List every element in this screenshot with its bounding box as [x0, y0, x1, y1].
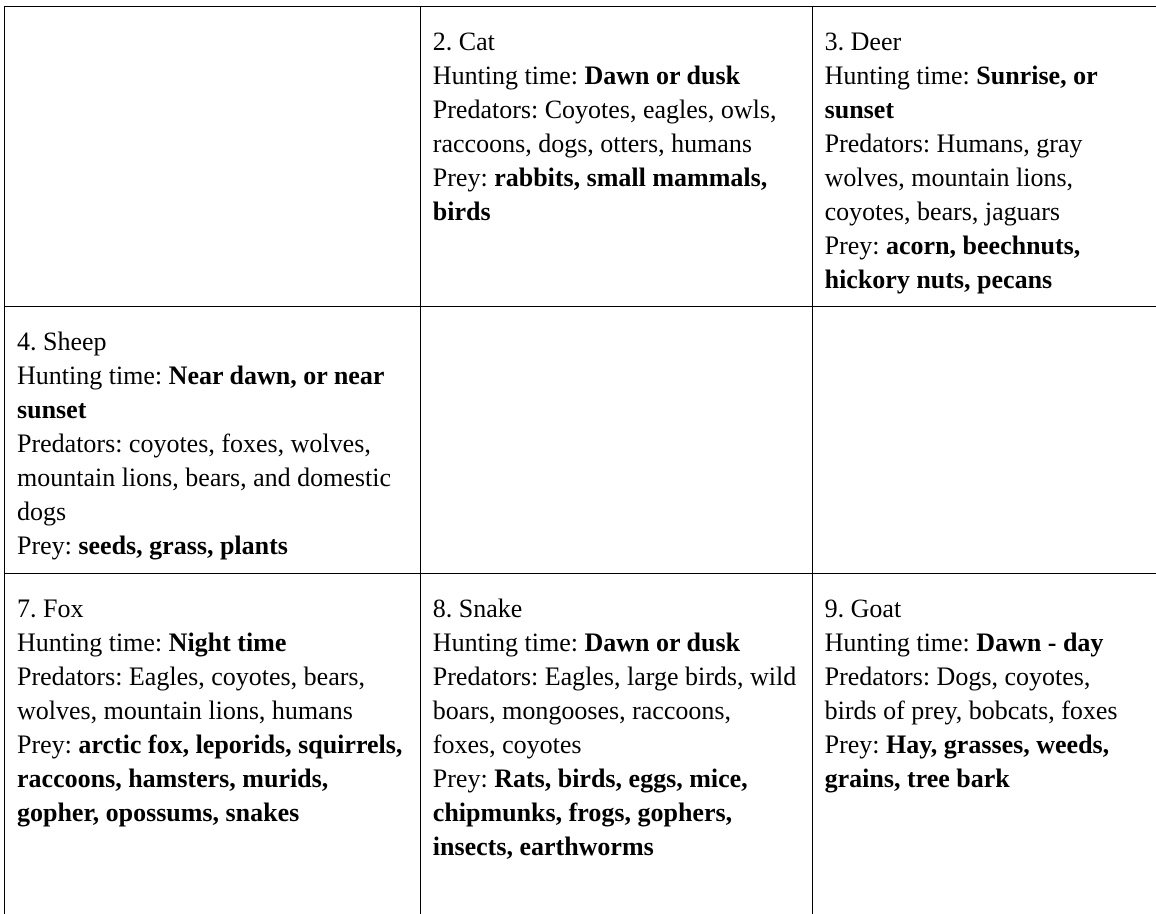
prey-line: [825, 728, 1144, 796]
hunting-time-line: [17, 626, 408, 660]
predators-line: [825, 127, 1144, 229]
hunting-time-line: [433, 626, 800, 660]
prey-value: arctic fox, leporids, squirrels, raccoons, hamsters, murids, gopher, opossums, snakes: [17, 730, 402, 827]
animal-cell-deer: [812, 7, 1156, 307]
animal-title: 9. Goat: [825, 592, 1144, 626]
prey-line: [17, 529, 408, 563]
prey-line: [17, 728, 408, 830]
predators-label: Predators:: [825, 662, 937, 691]
predators-line: [433, 660, 800, 762]
prey-label: Prey:: [433, 163, 494, 192]
predators-value: Eagles, large birds, wild boars, mongooses, raccoons, foxes, coyotes: [433, 662, 796, 759]
hunting-time-label: Hunting time:: [433, 61, 585, 90]
hunting-time-value: Night time: [169, 628, 287, 657]
predators-label: Predators:: [825, 129, 937, 158]
predators-value: coyotes, foxes, wolves, mountain lions, bears, and domestic dogs: [17, 429, 391, 526]
hunting-time-value: Sunrise, or sunset: [825, 61, 1098, 124]
animal-table: [4, 6, 1156, 914]
hunting-time-label: Hunting time:: [17, 361, 169, 390]
predators-label: Predators:: [433, 662, 545, 691]
table-cell-empty: [812, 307, 1156, 574]
prey-label: Prey:: [17, 730, 78, 759]
predators-label: Predators:: [17, 662, 129, 691]
predators-value: Dogs, coyotes, birds of prey, bobcats, foxes: [825, 662, 1118, 725]
prey-value: acorn, beechnuts, hickory nuts, pecans: [825, 231, 1081, 294]
table-cell-empty: [5, 7, 421, 307]
hunting-time-label: Hunting time:: [825, 61, 977, 90]
hunting-time-value: Dawn - day: [976, 628, 1103, 657]
animal-cell-goat: [812, 574, 1156, 914]
animal-title: 8. Snake: [433, 592, 800, 626]
hunting-time-line: [825, 626, 1144, 660]
hunting-time-label: Hunting time:: [825, 628, 977, 657]
predators-line: [825, 660, 1144, 728]
hunting-time-label: Hunting time:: [17, 628, 169, 657]
prey-line: [433, 762, 800, 864]
prey-label: Prey:: [825, 730, 886, 759]
animal-title: 7. Fox: [17, 592, 408, 626]
predators-value: Humans, gray wolves, mountain lions, coyotes, bears, jaguars: [825, 129, 1083, 226]
predators-value: Coyotes, eagles, owls, raccoons, dogs, otters, humans: [433, 95, 777, 158]
animal-cell-snake: [420, 574, 812, 914]
table-row: [5, 574, 1156, 914]
prey-label: Prey:: [433, 764, 494, 793]
hunting-time-line: [433, 59, 800, 93]
hunting-time-line: [825, 59, 1144, 127]
prey-label: Prey:: [825, 231, 886, 260]
predators-label: Predators:: [17, 429, 129, 458]
prey-value: seeds, grass, plants: [78, 531, 287, 560]
table-row: [5, 307, 1156, 574]
predators-value: Eagles, coyotes, bears, wolves, mountain lions, humans: [17, 662, 365, 725]
animal-cell-sheep: [5, 307, 421, 574]
predators-line: [433, 93, 800, 161]
hunting-time-value: Near dawn, or near sunset: [17, 361, 384, 424]
hunting-time-label: Hunting time:: [433, 628, 585, 657]
animal-title: 2. Cat: [433, 25, 800, 59]
animal-title: 4. Sheep: [17, 325, 408, 359]
prey-label: Prey:: [17, 531, 78, 560]
animal-cell-fox: [5, 574, 421, 914]
hunting-time-value: Dawn or dusk: [584, 61, 740, 90]
prey-line: [433, 161, 800, 229]
predators-line: [17, 660, 408, 728]
animal-title: 3. Deer: [825, 25, 1144, 59]
table-row: [5, 7, 1156, 307]
prey-value: rabbits, small mammals, birds: [433, 163, 767, 226]
prey-line: [825, 229, 1144, 297]
predators-line: [17, 427, 408, 529]
table-cell-empty: [420, 307, 812, 574]
hunting-time-value: Dawn or dusk: [584, 628, 740, 657]
predators-label: Predators:: [433, 95, 545, 124]
animal-cell-cat: [420, 7, 812, 307]
prey-value: Hay, grasses, weeds, grains, tree bark: [825, 730, 1110, 793]
hunting-time-line: [17, 359, 408, 427]
prey-value: Rats, birds, eggs, mice, chipmunks, frogs, gophers, insects, earthworms: [433, 764, 748, 861]
